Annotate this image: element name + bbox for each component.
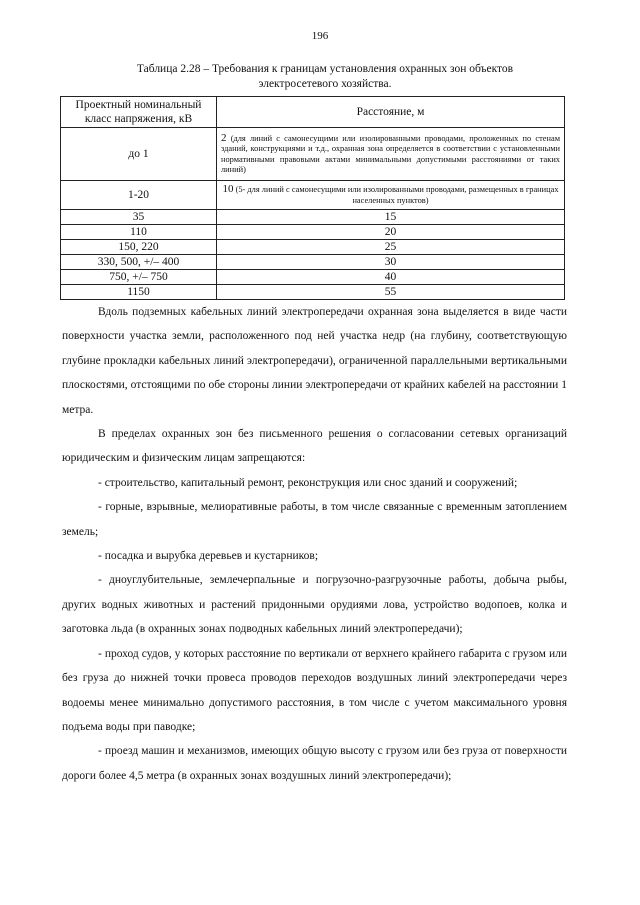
distance-cell: 55 <box>217 285 565 300</box>
table-row <box>61 255 565 270</box>
voltage-cell: 1150 <box>61 285 217 300</box>
table-row <box>61 240 565 255</box>
table-caption-line-2: электросетевого хозяйства. <box>258 78 392 90</box>
paragraph: В пределах охранных зон без письменного решения о согласовании сетевых организаций юридическим и физическим лицам запрещаются: <box>62 428 567 465</box>
table-row <box>61 181 565 210</box>
header-voltage-class: Проектный номинальный класс напряжения, кВ <box>61 97 217 128</box>
table-header-row <box>61 97 565 128</box>
voltage-cell: 750, +/– 750 <box>61 270 217 285</box>
voltage-cell: 1-20 <box>61 181 217 210</box>
distance-value: 2 <box>221 131 227 144</box>
body-text <box>62 300 567 788</box>
distance-value: 10 <box>222 183 234 195</box>
table-row <box>61 285 565 300</box>
header-distance: Расстояние, м <box>217 97 565 128</box>
table-caption-line-1: Таблица 2.28 – Требования к границам установления охранных зон объектов <box>136 63 514 75</box>
list-item: - горные, взрывные, мелиоративные работы, в том числе связанные с временным затоплением земель; <box>62 501 567 538</box>
distance-cell: 30 <box>217 255 565 270</box>
distance-cell <box>217 128 565 181</box>
protection-zones-table <box>60 96 565 300</box>
list-item: - дноуглубительные, землечерпальные и погрузочно-разгрузочные работы, добыча рыбы, других водных животных и растений придонными орудиями лова, устройство водопоев, колка и заготовка льда (в охранных зонах подводных кабельных линий электропередачи); <box>62 574 567 636</box>
page-number: 196 <box>311 30 329 42</box>
voltage-cell: до 1 <box>61 128 217 181</box>
table-row <box>61 270 565 285</box>
voltage-cell: 110 <box>61 225 217 240</box>
table-row <box>61 210 565 225</box>
distance-cell <box>217 181 565 210</box>
distance-cell: 15 <box>217 210 565 225</box>
voltage-cell: 150, 220 <box>61 240 217 255</box>
table-caption <box>100 62 550 92</box>
distance-note: (5- для линий с самонесущими или изолированными проводами, размещенных в границах населенных пунктов) <box>235 185 559 205</box>
list-item: - проход судов, у которых расстояние по вертикали от верхнего крайнего габарита с грузом или без груза до нижней точки провеса проводов переходов воздушных линий электропередачи через водоемы менее минимально допустимого расстояния, в том числе с учетом максимального уровня подъема воды при паводке; <box>62 647 567 733</box>
voltage-cell: 330, 500, +/– 400 <box>61 255 217 270</box>
distance-note: (для линий с самонесущими или изолированными проводами, проложенных по стенам зданий, конструкциями и т.д., охранная зона определяется в соответствии с установленными нормативными правовыми актами минимальными допустимыми расстояниями от таких линий) <box>221 133 561 174</box>
distance-cell: 40 <box>217 270 565 285</box>
paragraph: Вдоль подземных кабельных линий электропередачи охранная зона выделяется в виде части поверхности участка земли, расположенного под ней участка недр (на глубину, соответствующую глубине прокладки кабельных линий электропередачи), ограниченной параллельными вертикальными плоскостями, отстоящими по обе стороны линии электропередачи от крайних кабелей на расстоянии 1 метра. <box>62 306 567 416</box>
list-item: - строительство, капитальный ремонт, реконструкция или снос зданий и сооружений; <box>98 476 518 489</box>
distance-cell: 25 <box>217 240 565 255</box>
list-item: - проезд машин и механизмов, имеющих общую высоту с грузом или без груза от поверхности дороги более 4,5 метра (в охранных зонах воздушных линий электропередачи); <box>62 745 567 782</box>
voltage-cell: 35 <box>61 210 217 225</box>
table-row <box>61 225 565 240</box>
list-item: - посадка и вырубка деревьев и кустарников; <box>98 550 319 563</box>
table-row <box>61 128 565 181</box>
distance-cell: 20 <box>217 225 565 240</box>
